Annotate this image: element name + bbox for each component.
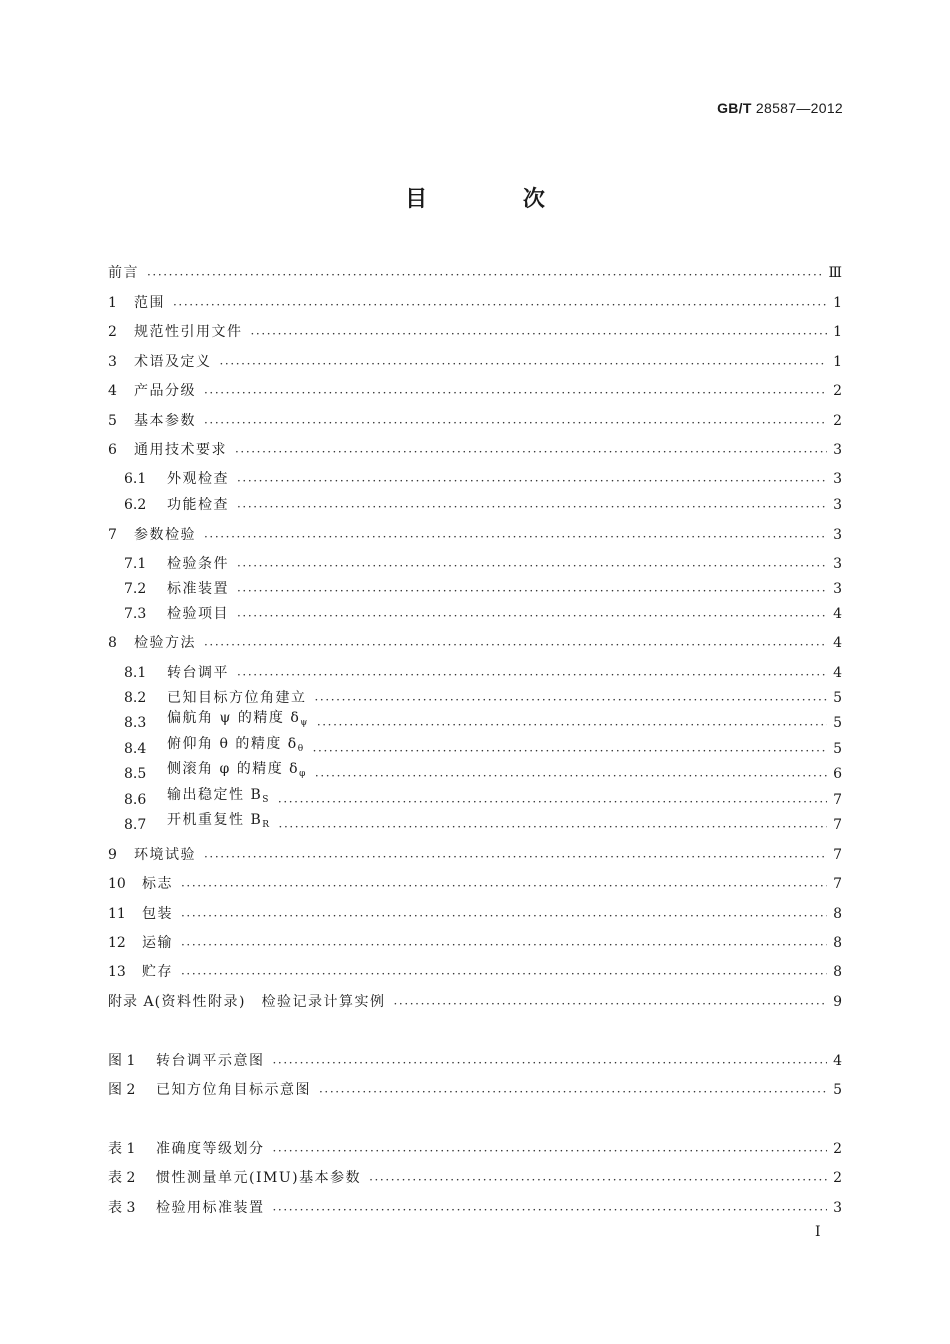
toc-entry-page: 8 <box>833 906 842 922</box>
toc-entry-label: 标准装置 <box>167 581 229 597</box>
toc-subentry[interactable] <box>108 712 842 732</box>
toc-subentry[interactable] <box>108 603 842 623</box>
figure-number: 图 1 <box>108 1053 136 1069</box>
dot-leader <box>181 936 827 952</box>
dot-leader <box>181 965 827 981</box>
toc-entry-label <box>167 811 271 834</box>
toc-entry-number: 7.1 <box>124 556 147 572</box>
toc-entry-page: 5 <box>833 690 842 706</box>
toc-entry-label: 已知目标方位角建立 <box>167 690 307 706</box>
dot-leader <box>394 995 828 1011</box>
table-page: 2 <box>833 1170 842 1186</box>
toc-entry-page: 3 <box>833 497 842 513</box>
toc-entry-number: 2 <box>108 324 117 340</box>
symbol-subscript: ψ <box>300 718 309 728</box>
table-label: 检验用标准装置 <box>156 1200 265 1216</box>
toc-entry-label: 范围 <box>134 295 165 311</box>
figure-page: 4 <box>833 1053 842 1069</box>
toc-entry-label: 产品分级 <box>134 383 196 399</box>
toc-entry-page: 7 <box>833 847 842 863</box>
toc-entry-label: 基本参数 <box>134 413 196 429</box>
toc-entry-label: 运输 <box>142 935 173 951</box>
toc-entry-page: 3 <box>833 581 842 597</box>
toc-entry[interactable] <box>108 292 842 312</box>
toc-subentry[interactable] <box>108 814 842 834</box>
toc-entry-number: 13 <box>108 964 126 980</box>
toc-entry-page: 5 <box>833 741 842 757</box>
toc-entry-number: 11 <box>108 906 126 922</box>
toc-entry-number: 8.1 <box>124 665 147 681</box>
table-label: 准确度等级划分 <box>156 1141 265 1157</box>
toc-entry-label <box>167 735 305 758</box>
toc-entry-page: 3 <box>833 442 842 458</box>
toc-entry[interactable] <box>108 844 842 864</box>
toc-entry-number: 8.4 <box>124 741 147 757</box>
dot-leader <box>279 818 828 834</box>
toc-entry-number: 8 <box>108 635 117 651</box>
dot-leader <box>204 636 827 652</box>
toc-entry-number: 6 <box>108 442 117 458</box>
symbol-subscript: R <box>262 820 271 830</box>
table-page: 2 <box>833 1141 842 1157</box>
dot-leader <box>220 355 828 371</box>
dot-leader <box>173 296 827 312</box>
standard-code-number: 28587—2012 <box>755 100 843 116</box>
dot-leader <box>315 767 827 783</box>
dot-leader <box>237 582 827 598</box>
toc-entry-label: 术语及定义 <box>134 354 212 370</box>
toc-entry-label-text: 输出稳定性 B <box>167 787 263 803</box>
toc-entry[interactable] <box>108 632 842 652</box>
toc-entry-label-text: 俯仰角 θ 的精度 δ <box>167 736 298 752</box>
toc-entry-page: 7 <box>833 792 842 808</box>
toc-subentry[interactable] <box>108 578 842 598</box>
toc-entry-label: 标志 <box>142 876 173 892</box>
toc-entry-page: 1 <box>833 295 842 311</box>
toc-entry[interactable] <box>108 410 842 430</box>
dot-leader <box>204 384 827 400</box>
figure-label: 已知方位角目标示意图 <box>156 1082 311 1098</box>
table-list-entry[interactable] <box>108 1197 842 1217</box>
toc-entry-page: 3 <box>833 556 842 572</box>
toc-entry-page: 7 <box>833 817 842 833</box>
toc-entry-number: 8.2 <box>124 690 147 706</box>
toc-entry-page: 9 <box>833 994 842 1010</box>
symbol-subscript: θ <box>297 744 305 754</box>
table-list-entry[interactable] <box>108 1167 842 1187</box>
toc-subentry[interactable] <box>108 553 842 573</box>
toc-subentry[interactable] <box>108 763 842 783</box>
dot-leader <box>278 793 827 809</box>
toc-entry-appendix[interactable] <box>108 991 842 1011</box>
toc-entry-label: 检验项目 <box>167 606 229 622</box>
dot-leader <box>181 907 827 923</box>
dot-leader <box>237 472 827 488</box>
dot-leader <box>251 325 828 341</box>
toc-entry-label-text: 侧滚角 φ 的精度 δ <box>167 761 300 777</box>
toc-entry-preface[interactable] <box>108 262 842 282</box>
table-list-entry[interactable] <box>108 1138 842 1158</box>
table-number: 表 2 <box>108 1170 136 1186</box>
toc-entry-label <box>167 786 270 809</box>
toc-entry-page: 1 <box>833 324 842 340</box>
toc-entry-label: 检验条件 <box>167 556 229 572</box>
dot-leader <box>313 742 827 758</box>
dot-leader <box>237 557 827 573</box>
toc-entry-number: 9 <box>108 847 117 863</box>
dot-leader <box>204 414 827 430</box>
figure-list-entry[interactable] <box>108 1050 842 1070</box>
toc-entry-label: 包装 <box>142 906 173 922</box>
dot-leader <box>315 691 828 707</box>
toc-subentry[interactable] <box>108 687 842 707</box>
dot-leader <box>237 666 827 682</box>
standard-code-prefix: GB/T <box>717 100 752 116</box>
page-number: I <box>815 1224 821 1240</box>
dot-leader <box>273 1054 828 1070</box>
toc-entry-number: 8.3 <box>124 715 147 731</box>
toc-entry-label: 检验方法 <box>134 635 196 651</box>
toc-entry-number: 5 <box>108 413 117 429</box>
toc-entry-page: 4 <box>833 606 842 622</box>
toc-entry-number: 8.6 <box>124 792 147 808</box>
toc-entry-label: 贮存 <box>142 964 173 980</box>
page-title: 目 次 <box>405 187 589 212</box>
toc-entry-label-text: 偏航角 ψ 的精度 δ <box>167 710 301 726</box>
toc-entry-number: 7.2 <box>124 581 147 597</box>
toc-entry-number: 8.7 <box>124 817 147 833</box>
symbol-subscript: φ <box>299 769 307 779</box>
toc-subentry[interactable] <box>108 494 842 514</box>
figure-list-entry[interactable] <box>108 1079 842 1099</box>
toc-entry-page: 3 <box>833 471 842 487</box>
toc-entry[interactable] <box>108 961 842 981</box>
toc-entry-number: 12 <box>108 935 126 951</box>
toc-entry-label: 转台调平 <box>167 665 229 681</box>
toc-entry-number: 10 <box>108 876 126 892</box>
toc-entry[interactable] <box>108 932 842 952</box>
dot-leader <box>181 877 827 893</box>
toc-entry-number: 4 <box>108 383 117 399</box>
toc-entry[interactable] <box>108 873 842 893</box>
toc-entry-page: 3 <box>833 527 842 543</box>
toc-entry-number: 7.3 <box>124 606 147 622</box>
toc-entry-number: 6.1 <box>124 471 147 487</box>
toc-entry-number: 6.2 <box>124 497 147 513</box>
toc-entry-number: 3 <box>108 354 117 370</box>
table-number: 表 3 <box>108 1200 136 1216</box>
toc-entry[interactable] <box>108 524 842 544</box>
toc-entry-label <box>167 760 307 783</box>
dot-leader <box>235 443 827 459</box>
dot-leader <box>237 498 827 514</box>
symbol-subscript: S <box>262 795 270 805</box>
dot-leader <box>317 716 827 732</box>
toc-entry-page: 5 <box>833 715 842 731</box>
toc-entry[interactable] <box>108 321 842 341</box>
toc-entry-page: 2 <box>833 383 842 399</box>
toc-subentry[interactable] <box>108 738 842 758</box>
toc-entry-number: 8.5 <box>124 766 147 782</box>
figure-page: 5 <box>833 1082 842 1098</box>
toc-entry-label: 参数检验 <box>134 527 196 543</box>
dot-leader <box>319 1083 827 1099</box>
dot-leader <box>147 266 822 282</box>
toc-entry-number: 1 <box>108 295 117 311</box>
toc-subentry[interactable] <box>108 789 842 809</box>
dot-leader <box>237 607 827 623</box>
toc-entry-page: 6 <box>833 766 842 782</box>
table-number: 表 1 <box>108 1141 136 1157</box>
toc-entry-label: 外观检查 <box>167 471 229 487</box>
toc-entry-page: Ⅲ <box>828 265 842 281</box>
dot-leader <box>204 528 827 544</box>
toc-entry-page: 4 <box>833 665 842 681</box>
toc-entry[interactable] <box>108 903 842 923</box>
dot-leader <box>273 1201 828 1217</box>
toc-entry-page: 7 <box>833 876 842 892</box>
dot-leader <box>273 1142 828 1158</box>
toc-subentry[interactable] <box>108 662 842 682</box>
toc-entry-label-text: 开机重复性 B <box>167 812 263 828</box>
toc-entry[interactable] <box>108 439 842 459</box>
toc-entry-page: 8 <box>833 935 842 951</box>
toc-entry-label <box>167 709 309 732</box>
toc-entry-label: 环境试验 <box>134 847 196 863</box>
figure-label: 转台调平示意图 <box>156 1053 265 1069</box>
figure-number: 图 2 <box>108 1082 136 1098</box>
toc-entry-page: 1 <box>833 354 842 370</box>
toc-entry-label: 前言 <box>108 265 139 281</box>
dot-leader <box>369 1171 827 1187</box>
toc-entry-label: 功能检查 <box>167 497 229 513</box>
toc-entry-page: 4 <box>833 635 842 651</box>
toc-entry-page: 2 <box>833 413 842 429</box>
toc-entry[interactable] <box>108 380 842 400</box>
table-label: 惯性测量单元(IMU)基本参数 <box>156 1170 362 1186</box>
toc-entry-label: 通用技术要求 <box>134 442 227 458</box>
toc-entry-number: 附录 A <box>108 994 155 1010</box>
toc-entry-label: 规范性引用文件 <box>134 324 243 340</box>
toc-entry-page: 8 <box>833 964 842 980</box>
toc-entry-label: (资料性附录) 检验记录计算实例 <box>154 994 386 1010</box>
toc-entry-number: 7 <box>108 527 117 543</box>
toc-entry[interactable] <box>108 351 842 371</box>
dot-leader <box>204 848 827 864</box>
table-page: 3 <box>833 1200 842 1216</box>
standard-code <box>717 100 843 116</box>
toc-subentry[interactable] <box>108 468 842 488</box>
